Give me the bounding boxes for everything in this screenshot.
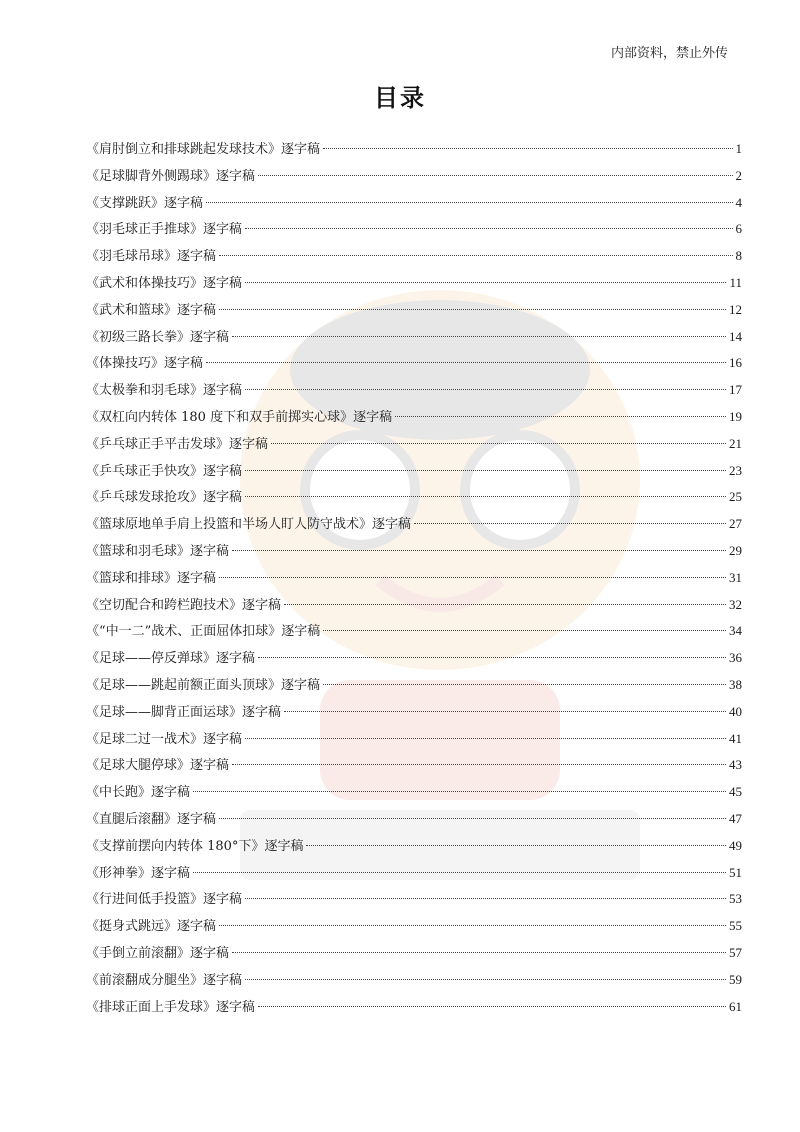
toc-dot-leader [232,336,726,337]
toc-entry[interactable] [86,726,742,753]
toc-entry-page-number: 21 [729,435,742,451]
toc-entry-page-number: 29 [729,542,742,558]
toc-entry-title: 《足球——脚背正面运球》逐字稿 [86,704,282,720]
toc-dot-leader [232,764,726,765]
page-title: 目录 [374,84,426,112]
toc-dot-leader [245,389,726,390]
toc-entry-page-number: 4 [735,194,742,210]
toc-entry-page-number: 6 [735,221,742,237]
toc-entry[interactable] [86,592,742,619]
toc-dot-leader [219,577,726,578]
toc-entry[interactable] [86,940,742,967]
toc-entry-title: 《武术和体操技巧》逐字稿 [86,275,243,291]
toc-dot-leader [193,872,726,873]
toc-dot-leader [219,925,726,926]
toc-dot-leader [193,791,726,792]
toc-entry[interactable] [86,994,742,1021]
toc-entry[interactable] [86,297,742,324]
toc-entry[interactable] [86,216,742,243]
table-of-contents [86,136,742,1020]
toc-entry-page-number: 12 [729,301,742,317]
toc-entry-title: 《肩肘倒立和排球跳起发球技术》逐字稿 [86,142,321,157]
toc-entry[interactable] [86,860,742,887]
toc-dot-leader [323,684,726,685]
toc-dot-leader [232,952,726,953]
toc-dot-leader [245,979,726,980]
toc-entry-title: 《双杠向内转体 180 度下和双手前掷实心球》逐字稿 [86,409,393,425]
toc-entry-title: 《“中一二”战术、正面屈体扣球》逐字稿 [86,624,321,640]
toc-dot-leader [284,604,726,605]
toc-dot-leader [245,228,732,229]
toc-entry-title: 《手倒立前滚翻》逐字稿 [86,945,230,961]
toc-entry[interactable] [86,270,742,297]
toc-entry[interactable] [86,833,742,860]
toc-entry-title: 《支撑跳跃》逐字稿 [86,195,204,211]
toc-entry-title: 《篮球原地单手肩上投篮和半场人盯人防守战术》逐字稿 [86,517,412,533]
toc-entry[interactable] [86,779,742,806]
toc-entry-page-number: 61 [729,998,742,1014]
toc-dot-leader [323,148,732,149]
toc-entry-title: 《足球——跳起前额正面头顶球》逐字稿 [86,677,321,693]
toc-entry-title: 《篮球和羽毛球》逐字稿 [86,543,230,559]
toc-entry[interactable] [86,699,742,726]
toc-entry[interactable] [86,431,742,458]
toc-entry-title: 《足球——停反弹球》逐字稿 [86,651,256,667]
toc-entry-title: 《挺身式跳远》逐字稿 [86,919,217,935]
toc-entry-title: 《支撑前摆向内转体 180°下》逐字稿 [86,838,304,854]
toc-entry-page-number: 17 [729,382,742,398]
toc-dot-leader [245,738,726,739]
toc-entry[interactable] [86,458,742,485]
toc-dot-leader [219,309,726,310]
toc-entry[interactable] [86,806,742,833]
toc-entry[interactable] [86,404,742,431]
toc-entry[interactable] [86,752,742,779]
toc-dot-leader [414,523,726,524]
toc-entry-page-number: 59 [729,971,742,987]
toc-entry[interactable] [86,350,742,377]
toc-entry-page-number: 57 [729,944,742,960]
toc-dot-leader [245,282,726,283]
toc-entry-page-number: 8 [735,248,742,264]
toc-entry[interactable] [86,190,742,217]
toc-entry[interactable] [86,645,742,672]
toc-entry-title: 《足球脚背外侧踢球》逐字稿 [86,168,256,184]
toc-entry-title: 《行进间低手投篮》逐字稿 [86,892,243,908]
toc-entry-title: 《形神拳》逐字稿 [86,865,191,881]
toc-entry-page-number: 36 [729,650,742,666]
toc-entry[interactable] [86,484,742,511]
toc-dot-leader [258,1006,726,1007]
toc-dot-leader [395,416,726,417]
toc-entry-page-number: 34 [729,623,742,639]
toc-entry-title: 《乒乓球正手平击发球》逐字稿 [86,436,269,452]
toc-entry-page-number: 1 [735,141,742,156]
toc-entry-title: 《太极拳和羽毛球》逐字稿 [86,383,243,399]
toc-dot-leader [284,711,726,712]
toc-dot-leader [245,496,726,497]
toc-entry[interactable] [86,672,742,699]
toc-dot-leader [258,175,732,176]
toc-entry-page-number: 2 [735,167,742,183]
toc-entry-page-number: 49 [729,837,742,853]
toc-entry[interactable] [86,377,742,404]
toc-dot-leader [232,550,726,551]
toc-entry-page-number: 43 [729,757,742,773]
toc-entry-page-number: 47 [729,810,742,826]
toc-entry[interactable] [86,618,742,645]
toc-dot-leader [245,470,726,471]
toc-entry-title: 《空切配合和跨栏跑技术》逐字稿 [86,597,282,613]
toc-entry-title: 《乒乓球发球抢攻》逐字稿 [86,490,243,506]
toc-dot-leader [219,818,726,819]
toc-entry[interactable] [86,163,742,190]
toc-dot-leader [245,898,726,899]
confidential-note: 内部资料，禁止外传 [610,46,728,61]
toc-entry-page-number: 14 [729,328,742,344]
toc-entry-page-number: 25 [729,489,742,505]
toc-entry-page-number: 38 [729,676,742,692]
toc-entry-page-number: 40 [729,703,742,719]
toc-dot-leader [323,630,726,631]
toc-entry[interactable] [86,243,742,270]
toc-entry[interactable] [86,886,742,913]
toc-entry[interactable] [86,324,742,351]
toc-entry-title: 《篮球和排球》逐字稿 [86,570,217,586]
toc-entry-title: 《前滚翻成分腿坐》逐字稿 [86,972,243,988]
toc-entry-title: 《中长跑》逐字稿 [86,785,191,801]
toc-entry-page-number: 23 [729,462,742,478]
toc-entry-title: 《初级三路长拳》逐字稿 [86,329,230,345]
toc-entry-title: 《足球二过一战术》逐字稿 [86,731,243,747]
toc-entry-page-number: 55 [729,918,742,934]
toc-entry-page-number: 41 [729,730,742,746]
toc-entry[interactable] [86,967,742,994]
toc-entry-page-number: 27 [729,516,742,532]
toc-entry-title: 《羽毛球正手推球》逐字稿 [86,222,243,238]
toc-entry-title: 《武术和篮球》逐字稿 [86,302,217,318]
toc-entry[interactable] [86,565,742,592]
toc-entry-page-number: 51 [729,864,742,880]
toc-entry-page-number: 16 [729,355,742,371]
toc-entry[interactable] [86,136,742,163]
toc-entry-page-number: 19 [729,408,742,424]
toc-dot-leader [219,255,732,256]
toc-dot-leader [306,845,726,846]
toc-entry[interactable] [86,538,742,565]
toc-dot-leader [271,443,726,444]
toc-entry-title: 《排球正面上手发球》逐字稿 [86,999,256,1015]
toc-dot-leader [206,362,726,363]
toc-entry-page-number: 53 [729,891,742,907]
toc-entry-page-number: 45 [729,784,742,800]
toc-entry-page-number: 11 [729,274,742,290]
toc-entry-title: 《体操技巧》逐字稿 [86,356,204,372]
toc-entry-page-number: 31 [729,569,742,585]
toc-entry[interactable] [86,913,742,940]
toc-entry-title: 《羽毛球吊球》逐字稿 [86,249,217,265]
toc-dot-leader [258,657,726,658]
toc-entry[interactable] [86,511,742,538]
toc-entry-title: 《足球大腿停球》逐字稿 [86,758,230,774]
toc-entry-title: 《乒乓球正手快攻》逐字稿 [86,463,243,479]
toc-entry-page-number: 32 [729,596,742,612]
toc-dot-leader [206,202,732,203]
toc-entry-title: 《直腿后滚翻》逐字稿 [86,811,217,827]
